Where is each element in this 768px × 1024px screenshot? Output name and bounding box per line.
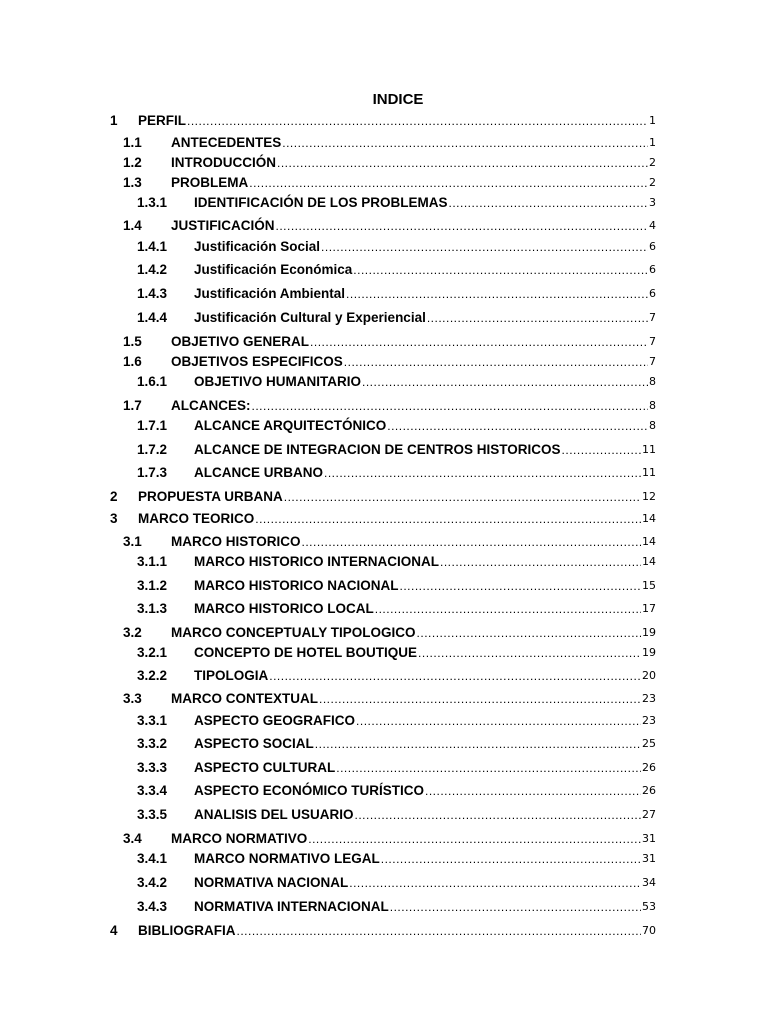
toc-entry-page: 8 bbox=[649, 399, 656, 412]
toc-entry[interactable] bbox=[110, 508, 656, 526]
toc-entry-page: 53 bbox=[642, 900, 656, 913]
toc-entry-label: Justificación Cultural y Experiencial bbox=[194, 310, 426, 325]
toc-entry-page: 14 bbox=[642, 535, 656, 548]
toc-entry[interactable] bbox=[110, 486, 656, 504]
toc-entry[interactable] bbox=[137, 642, 656, 660]
toc-entry-label: ALCANCE DE INTEGRACION DE CENTROS HISTORICOS bbox=[194, 442, 561, 457]
toc-entry-page: 70 bbox=[642, 924, 656, 937]
toc-entry-page: 6 bbox=[649, 240, 656, 253]
toc-entry-number: 1.1 bbox=[123, 135, 142, 150]
toc-entry[interactable] bbox=[110, 920, 656, 938]
toc-entry[interactable] bbox=[110, 110, 656, 128]
toc-entry-page: 2 bbox=[649, 156, 656, 169]
toc-dot-leader bbox=[562, 444, 641, 457]
toc-entry-number: 3 bbox=[110, 511, 118, 526]
toc-entry-number: 1.6 bbox=[123, 354, 142, 369]
toc-entry[interactable] bbox=[123, 531, 656, 549]
toc-entry-label: PROBLEMA bbox=[171, 175, 249, 190]
toc-entry[interactable] bbox=[137, 192, 656, 210]
toc-entry-page: 20 bbox=[642, 669, 656, 682]
toc-entry-page: 6 bbox=[649, 287, 656, 300]
toc-entry[interactable] bbox=[123, 395, 656, 413]
toc-dot-leader bbox=[425, 785, 641, 798]
toc-entry-number: 1.7.1 bbox=[137, 418, 168, 433]
toc-entry-page: 23 bbox=[642, 692, 656, 705]
toc-entry[interactable] bbox=[137, 259, 656, 277]
toc-entry-number: 1.7.2 bbox=[137, 442, 168, 457]
toc-dot-leader bbox=[346, 288, 648, 301]
toc-dot-leader bbox=[349, 877, 641, 890]
toc-dot-leader bbox=[344, 356, 648, 369]
toc-entry[interactable] bbox=[137, 598, 656, 616]
toc-dot-leader bbox=[308, 833, 641, 846]
toc-dot-leader bbox=[255, 513, 641, 526]
toc-dot-leader bbox=[319, 693, 641, 706]
toc-dot-leader bbox=[362, 376, 648, 389]
toc-entry-page: 7 bbox=[649, 355, 656, 368]
toc-entry-number: 3.2.1 bbox=[137, 645, 168, 660]
toc-entry-page: 15 bbox=[642, 579, 656, 592]
toc-entry-label: ASPECTO ECONÓMICO TURÍSTICO bbox=[194, 783, 425, 798]
toc-entry-label: ALCANCE URBANO bbox=[194, 465, 323, 480]
toc-dot-leader bbox=[187, 115, 648, 128]
toc-entry-number: 3.3.3 bbox=[137, 760, 168, 775]
toc-entry[interactable] bbox=[137, 804, 656, 822]
toc-entry-page: 8 bbox=[649, 375, 656, 388]
toc-entry-label: ANALISIS DEL USUARIO bbox=[194, 807, 354, 822]
toc-entry-label: ALCANCE ARQUITECTÓNICO bbox=[194, 418, 387, 433]
toc-entry-page: 19 bbox=[642, 646, 656, 659]
toc-entry-label: PROPUESTA URBANA bbox=[138, 489, 283, 504]
toc-entry-label: Justificación Ambiental bbox=[194, 286, 346, 301]
toc-entry-label: Justificación Económica bbox=[194, 262, 353, 277]
toc-entry[interactable] bbox=[123, 331, 656, 349]
toc-entry-page: 23 bbox=[642, 714, 656, 727]
toc-dot-leader bbox=[249, 177, 648, 190]
toc-entry-page: 8 bbox=[649, 419, 656, 432]
toc-entry[interactable] bbox=[137, 307, 656, 325]
toc-entry[interactable] bbox=[137, 575, 656, 593]
toc-dot-leader bbox=[427, 312, 648, 325]
toc-dot-leader bbox=[336, 762, 641, 775]
toc-entry[interactable] bbox=[137, 439, 656, 457]
toc-entry-page: 1 bbox=[649, 136, 656, 149]
toc-entry-number: 3.3 bbox=[123, 691, 142, 706]
toc-entry-label: Justificación Social bbox=[194, 239, 321, 254]
toc-entry-label: OBJETIVO HUMANITARIO bbox=[194, 374, 362, 389]
toc-entry-label: ASPECTO GEOGRAFICO bbox=[194, 713, 356, 728]
toc-entry-number: 1.7 bbox=[123, 398, 142, 413]
toc-entry-label: MARCO HISTORICO LOCAL bbox=[194, 601, 374, 616]
toc-entry-label: MARCO TEORICO bbox=[138, 511, 255, 526]
toc-dot-leader bbox=[440, 556, 641, 569]
toc-dot-leader bbox=[387, 420, 648, 433]
toc-entry-number: 3.1.2 bbox=[137, 578, 168, 593]
toc-entry-number: 3.2.2 bbox=[137, 668, 168, 683]
toc-entry-number: 3.4 bbox=[123, 831, 142, 846]
toc-dot-leader bbox=[282, 137, 648, 150]
toc-entry[interactable] bbox=[137, 710, 656, 728]
toc-entry[interactable] bbox=[123, 688, 656, 706]
toc-entry-page: 34 bbox=[642, 876, 656, 889]
toc-entry-number: 3.1.1 bbox=[137, 554, 168, 569]
toc-entry-number: 3.2 bbox=[123, 625, 142, 640]
toc-entry-label: MARCO NORMATIVO bbox=[171, 831, 308, 846]
toc-entry-number: 1 bbox=[110, 113, 118, 128]
toc-entry-number: 3.4.3 bbox=[137, 899, 168, 914]
toc-dot-leader bbox=[324, 467, 641, 480]
toc-dot-leader bbox=[418, 647, 641, 660]
toc-entry-label: MARCO HISTORICO INTERNACIONAL bbox=[194, 554, 439, 569]
toc-entry-page: 11 bbox=[642, 443, 656, 456]
toc-dot-leader bbox=[321, 241, 648, 254]
toc-entry-page: 19 bbox=[642, 626, 656, 639]
toc-dot-leader bbox=[302, 536, 641, 549]
toc-entry-page: 11 bbox=[642, 466, 656, 479]
toc-dot-leader bbox=[310, 336, 648, 349]
toc-entry-page: 14 bbox=[642, 555, 656, 568]
toc-entry[interactable] bbox=[123, 172, 656, 190]
toc-entry-number: 1.4.4 bbox=[137, 310, 168, 325]
toc-entry-number: 1.6.1 bbox=[137, 374, 168, 389]
toc-entry[interactable] bbox=[123, 132, 656, 150]
toc-entry[interactable] bbox=[137, 665, 656, 683]
toc-entry-label: JUSTIFICACIÓN bbox=[171, 218, 275, 233]
toc-entry[interactable] bbox=[137, 872, 656, 890]
toc-entry-page: 31 bbox=[642, 852, 656, 865]
toc-dot-leader bbox=[284, 491, 641, 504]
toc-dot-leader bbox=[237, 925, 642, 938]
toc-entry-label: OBJETIVOS ESPECIFICOS bbox=[171, 354, 343, 369]
toc-entry-number: 1.2 bbox=[123, 155, 142, 170]
toc-entry-number: 1.4.1 bbox=[137, 239, 168, 254]
toc-entry[interactable] bbox=[137, 415, 656, 433]
toc-entry-page: 12 bbox=[642, 490, 656, 503]
toc-entry-page: 3 bbox=[649, 196, 656, 209]
toc-entry-label: ANTECEDENTES bbox=[171, 135, 282, 150]
toc-entry-page: 31 bbox=[642, 832, 656, 845]
toc-dot-leader bbox=[381, 853, 641, 866]
toc-entry-page: 7 bbox=[649, 311, 656, 324]
toc-entry-label: TIPOLOGIA bbox=[194, 668, 269, 683]
toc-dot-leader bbox=[269, 670, 641, 683]
toc-entry-label: PERFIL bbox=[138, 113, 187, 128]
toc-entry-number: 1.7.3 bbox=[137, 465, 168, 480]
toc-dot-leader bbox=[353, 264, 648, 277]
toc-dot-leader bbox=[449, 197, 648, 210]
toc-entry-number: 2 bbox=[110, 489, 118, 504]
toc-entry[interactable] bbox=[137, 848, 656, 866]
toc-dot-leader bbox=[277, 157, 648, 170]
toc-entry[interactable] bbox=[123, 152, 656, 170]
toc-entry-label: IDENTIFICACIÓN DE LOS PROBLEMAS bbox=[194, 195, 448, 210]
toc-entry[interactable] bbox=[137, 896, 656, 914]
toc-entry-page: 1 bbox=[649, 114, 656, 127]
toc-entry-number: 1.4.2 bbox=[137, 262, 168, 277]
toc-entry-number: 1.4 bbox=[123, 218, 142, 233]
toc-entry-page: 17 bbox=[642, 602, 656, 615]
toc-entry-label: ASPECTO SOCIAL bbox=[194, 736, 314, 751]
toc-entry-label: ALCANCES: bbox=[171, 398, 251, 413]
toc-dot-leader bbox=[276, 220, 648, 233]
toc-entry-label: NORMATIVA NACIONAL bbox=[194, 875, 349, 890]
toc-dot-leader bbox=[390, 901, 641, 914]
toc-entry-page: 26 bbox=[642, 761, 656, 774]
toc-entry-page: 14 bbox=[642, 512, 656, 525]
toc-entry-label: INTRODUCCIÓN bbox=[171, 155, 276, 170]
toc-entry[interactable] bbox=[137, 551, 656, 569]
toc-entry-number: 3.1.3 bbox=[137, 601, 168, 616]
toc-entry-number: 3.3.2 bbox=[137, 736, 168, 751]
toc-dot-leader bbox=[252, 400, 649, 413]
toc-dot-leader bbox=[355, 809, 641, 822]
toc-entry-label: MARCO CONCEPTUALY TIPOLOGICO bbox=[171, 625, 416, 640]
page-title: INDICE bbox=[372, 91, 424, 108]
toc-entry-number: 3.3.4 bbox=[137, 783, 168, 798]
toc-entry-number: 3.4.2 bbox=[137, 875, 168, 890]
toc-entry-label: NORMATIVA INTERNACIONAL bbox=[194, 899, 389, 914]
toc-entry-number: 1.3 bbox=[123, 175, 142, 190]
toc-entry-page: 25 bbox=[642, 737, 656, 750]
toc-entry[interactable] bbox=[137, 733, 656, 751]
toc-entry[interactable] bbox=[137, 757, 656, 775]
toc-entry-page: 6 bbox=[649, 263, 656, 276]
toc-entry-label: ASPECTO CULTURAL bbox=[194, 760, 336, 775]
toc-entry[interactable] bbox=[137, 236, 656, 254]
toc-entry[interactable] bbox=[123, 215, 656, 233]
toc-entry-number: 3.3.5 bbox=[137, 807, 168, 822]
toc-entry[interactable] bbox=[137, 283, 656, 301]
toc-entry-number: 3.4.1 bbox=[137, 851, 168, 866]
toc-entry-label: MARCO CONTEXTUAL bbox=[171, 691, 318, 706]
toc-entry[interactable] bbox=[137, 371, 656, 389]
toc-entry[interactable] bbox=[123, 351, 656, 369]
toc-entry-page: 4 bbox=[649, 219, 656, 232]
toc-entry-label: CONCEPTO DE HOTEL BOUTIQUE bbox=[194, 645, 418, 660]
toc-entry-number: 1.3.1 bbox=[137, 195, 168, 210]
toc-entry-label: MARCO HISTORICO NACIONAL bbox=[194, 578, 399, 593]
toc-entry-label: MARCO HISTORICO bbox=[171, 534, 301, 549]
toc-entry-page: 26 bbox=[642, 784, 656, 797]
toc-entry-number: 4 bbox=[110, 923, 118, 938]
toc-entry[interactable] bbox=[137, 462, 656, 480]
toc-entry-page: 2 bbox=[649, 176, 656, 189]
toc-entry-label: OBJETIVO GENERAL bbox=[171, 334, 310, 349]
toc-entry-label: MARCO NORMATIVO LEGAL bbox=[194, 851, 380, 866]
toc-entry[interactable] bbox=[123, 622, 656, 640]
toc-entry[interactable] bbox=[137, 780, 656, 798]
toc-entry[interactable] bbox=[123, 828, 656, 846]
toc-entry-label: BIBLIOGRAFIA bbox=[138, 923, 236, 938]
toc-dot-leader bbox=[375, 603, 641, 616]
toc-dot-leader bbox=[400, 580, 642, 593]
toc-entry-number: 3.1 bbox=[123, 534, 142, 549]
toc-dot-leader bbox=[417, 627, 641, 640]
toc-entry-number: 1.5 bbox=[123, 334, 142, 349]
toc-entry-number: 1.4.3 bbox=[137, 286, 168, 301]
toc-dot-leader bbox=[356, 715, 641, 728]
toc-entry-page: 7 bbox=[649, 335, 656, 348]
toc-dot-leader bbox=[315, 738, 641, 751]
toc-entry-number: 3.3.1 bbox=[137, 713, 168, 728]
toc-entry-page: 27 bbox=[642, 808, 656, 821]
